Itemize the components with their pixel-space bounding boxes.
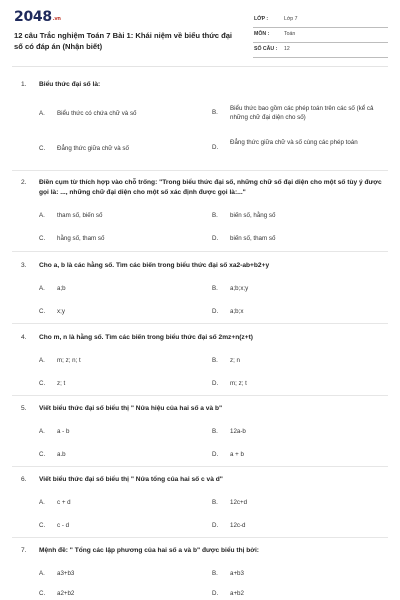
- site-logo[interactable]: [14, 9, 61, 25]
- option-text: m; z; n; t: [57, 357, 81, 364]
- question-number: 5.: [21, 405, 27, 412]
- question-text: Viết biểu thức đại số biểu thị " Nửa hiệu của hai số a và b": [39, 405, 223, 412]
- option-letter: A.: [39, 570, 45, 577]
- page-title: 12 câu Trắc nghiệm Toán 7 Bài 1: Khái niệm về biểu thức đại số có đáp án (Nhận biết): [14, 31, 233, 51]
- option-letter: B.: [212, 357, 218, 364]
- option-text: a + b: [230, 451, 244, 458]
- question-divider: [12, 466, 388, 467]
- meta-label: SỐ CÂU :: [254, 46, 278, 52]
- option-text: z; n: [230, 357, 240, 364]
- option-text: c - d: [57, 522, 70, 529]
- option-letter: C.: [39, 145, 46, 152]
- question-text: Mệnh đề: " Tổng các lập phương của hai số a và b" được biểu thị bởi:: [39, 547, 260, 554]
- question-text: Cho m, n là hằng số. Tìm các biến trong biểu thức đại số 2mz+n(z+t): [39, 334, 253, 341]
- option-text: Biểu thức bao gồm các phép toán trên các số (kể cả những chữ đại diện cho số): [230, 105, 374, 121]
- option-text: a;b: [57, 285, 66, 292]
- option-letter: D.: [212, 308, 219, 315]
- meta-row-grade: [253, 13, 388, 28]
- question-number: 2.: [21, 179, 27, 186]
- question-divider: [12, 537, 388, 538]
- option-text: a2+b2: [57, 590, 75, 597]
- option-text: biến số, tham số: [230, 235, 276, 242]
- question-5: [0, 404, 400, 464]
- question-number: 6.: [21, 476, 27, 483]
- option-letter: D.: [212, 144, 219, 151]
- worksheet-meta: [253, 13, 388, 58]
- option-letter: A.: [39, 285, 45, 292]
- option-text: 12a-b: [230, 428, 246, 435]
- question-divider: [12, 395, 388, 396]
- question-text: Điền cụm từ thích hợp vào chỗ trống: "Trong biểu thức đại số, những chữ số đại diện cho một số tùy ý được gọi là: ..., những chữ đại diện cho một số xác định được gọi là:...": [39, 179, 382, 196]
- option-letter: B.: [212, 570, 218, 577]
- option-text: a - b: [57, 428, 70, 435]
- question-7: [0, 546, 400, 600]
- meta-row-subject: [253, 28, 388, 43]
- option-letter: D.: [212, 522, 219, 529]
- option-text: Đẳng thức giữa chữ và số: [57, 145, 129, 152]
- logo-suffix: .vn: [52, 16, 61, 22]
- question-number: 4.: [21, 334, 27, 341]
- option-text: a;b;x;y: [230, 285, 249, 292]
- question-1: [0, 80, 400, 166]
- header-divider: [12, 66, 388, 67]
- question-3: [0, 261, 400, 321]
- option-text: a+b2: [230, 590, 244, 597]
- option-text: z; t: [57, 380, 66, 387]
- option-text: tham số, biến số: [57, 212, 103, 219]
- logo-text: 2048: [14, 9, 52, 25]
- option-letter: D.: [212, 235, 219, 242]
- option-letter: B.: [212, 499, 218, 506]
- meta-value: Toán: [284, 31, 296, 37]
- question-divider: [12, 170, 388, 171]
- option-letter: B.: [212, 212, 218, 219]
- question-number: 7.: [21, 547, 27, 554]
- option-text: a+b3: [230, 570, 244, 577]
- meta-row-question-count: [253, 43, 388, 58]
- question-text: Biểu thức đại số là:: [39, 81, 101, 88]
- option-letter: A.: [39, 212, 45, 219]
- option-text: hằng số, tham số: [57, 235, 105, 242]
- option-letter: A.: [39, 357, 45, 364]
- option-text: 12c+d: [230, 499, 248, 506]
- question-number: 3.: [21, 262, 27, 269]
- option-letter: D.: [212, 380, 219, 387]
- option-letter: C.: [39, 380, 46, 387]
- option-text: 12c-d: [230, 522, 246, 529]
- question-6: [0, 475, 400, 535]
- question-number: 1.: [21, 81, 27, 88]
- option-letter: D.: [212, 590, 219, 597]
- question-text: Cho a, b là các hằng số. Tìm các biến trong biểu thức đại số xa2-ab+b2+y: [39, 262, 270, 269]
- meta-value: 12: [284, 46, 290, 52]
- option-text: Đẳng thức giữa chữ và số cùng các phép toán: [230, 139, 358, 146]
- option-letter: A.: [39, 499, 45, 506]
- option-letter: A.: [39, 110, 45, 117]
- meta-label: MÔN :: [254, 31, 270, 37]
- option-text: a;b;x: [230, 308, 244, 315]
- option-letter: B.: [212, 109, 218, 116]
- option-text: m; z; t: [230, 380, 247, 387]
- question-text: Viết biểu thức đại số biểu thị " Nửa tổng của hai số c và d": [39, 476, 223, 483]
- option-text: Biểu thức có chứa chữ và số: [57, 110, 137, 117]
- option-letter: C.: [39, 235, 46, 242]
- question-2: [0, 178, 400, 248]
- option-letter: A.: [39, 428, 45, 435]
- option-letter: C.: [39, 522, 46, 529]
- option-letter: D.: [212, 451, 219, 458]
- option-letter: C.: [39, 590, 46, 597]
- option-letter: C.: [39, 451, 46, 458]
- option-letter: C.: [39, 308, 46, 315]
- option-text: a.b: [57, 451, 66, 458]
- option-text: biến số, hằng số: [230, 212, 276, 219]
- worksheet-header: [0, 0, 400, 62]
- option-letter: B.: [212, 285, 218, 292]
- question-4: [0, 333, 400, 393]
- question-divider: [12, 251, 388, 252]
- option-text: c + d: [57, 499, 71, 506]
- meta-value: Lớp 7: [284, 16, 298, 22]
- meta-label: LỚP :: [254, 16, 269, 22]
- option-text: x;y: [57, 308, 65, 315]
- option-text: a3+b3: [57, 570, 75, 577]
- option-letter: B.: [212, 428, 218, 435]
- question-divider: [12, 323, 388, 324]
